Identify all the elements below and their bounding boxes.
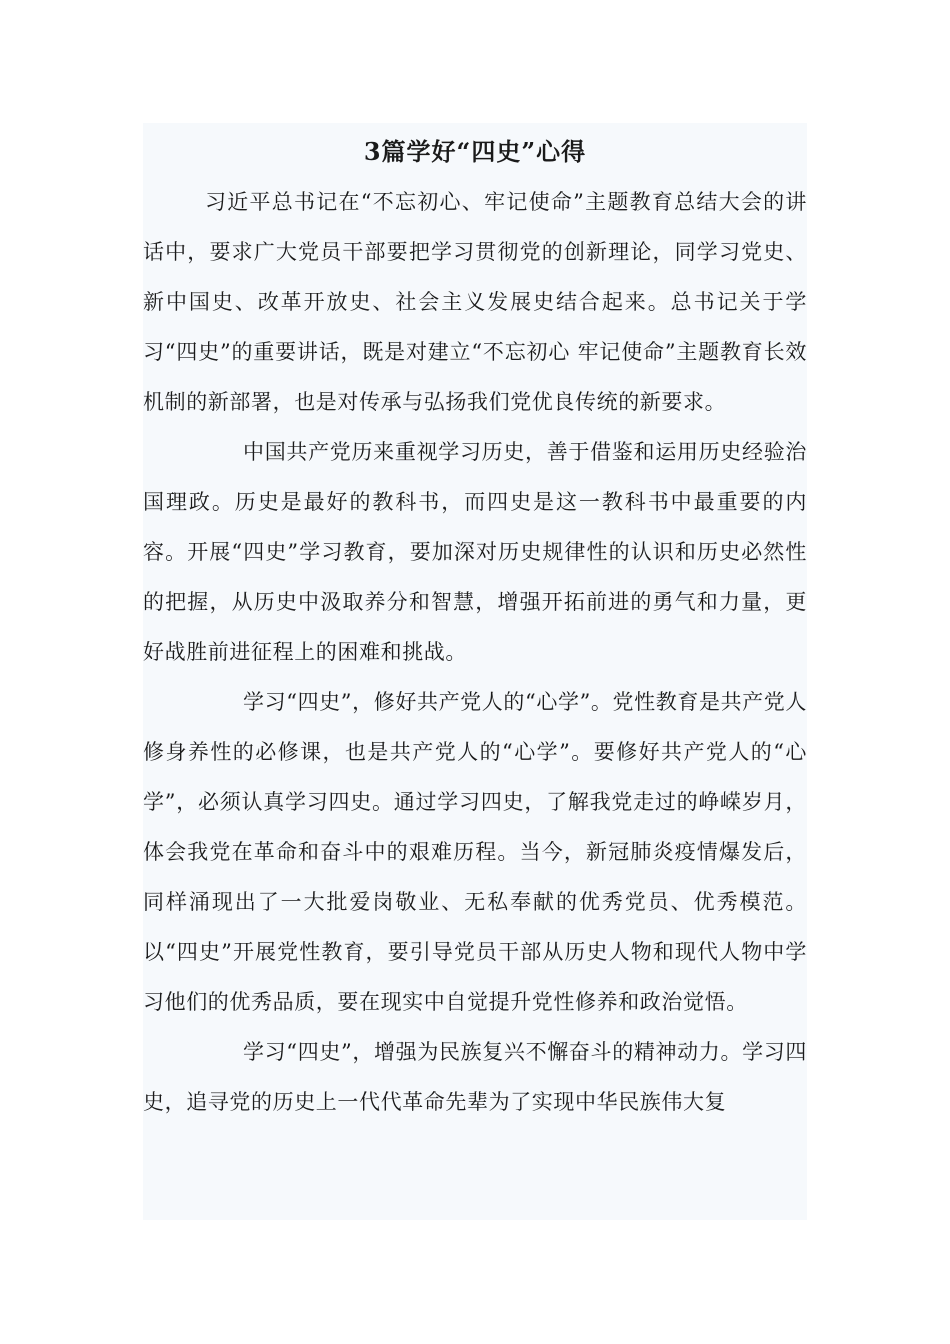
paragraph-1: 习近平总书记在“不忘初心、牢记使命”主题教育总结大会的讲话中，要求广大党员干部要把学习贯彻党的创新理论，同学习党史、新中国史、改革开放史、社会主义发展史结合起来。总书记关于学习“四史”的重要讲话，既是对建立“不忘初心 牢记使命”主题教育长效机制的新部署，也是对传承与弘扬我们党优良传统的新要求。 [143, 190, 807, 414]
paragraph-3: 学习“四史”，修好共产党人的“心学”。党性教育是共产党人修身养性的必修课，也是共产党人的“心学”。要修好共产党人的“心学”，必须认真学习四史。通过学习四史，了解我党走过的峥嵘岁月，体会我党在革命和奋斗中的艰难历程。当今，新冠肺炎疫情爆发后，同样涌现出了一大批爱岗敬业、无私奉献的优秀党员、优秀模范。以“四史”开展党性教育，要引导党员干部从历史人物和现代人物中学习他们的优秀品质，要在现实中自觉提升党性修养和政治觉悟。 [143, 690, 807, 1014]
paragraph-4: 学习“四史”，增强为民族复兴不懈奋斗的精神动力。学习四史，追寻党的历史上一代代革命先辈为了实现中华民族伟大复 [143, 1040, 807, 1114]
document-page [143, 123, 807, 1220]
paragraph-2: 中国共产党历来重视学习历史，善于借鉴和运用历史经验治国理政。历史是最好的教科书，而四史是这一教科书中最重要的内容。开展“四史”学习教育，要加深对历史规律性的认识和历史必然性的把握，从历史中汲取养分和智慧，增强开拓前进的勇气和力量，更好战胜前进征程上的困难和挑战。 [143, 440, 807, 664]
document-title: 3篇学好“四史”心得 [363, 137, 587, 166]
